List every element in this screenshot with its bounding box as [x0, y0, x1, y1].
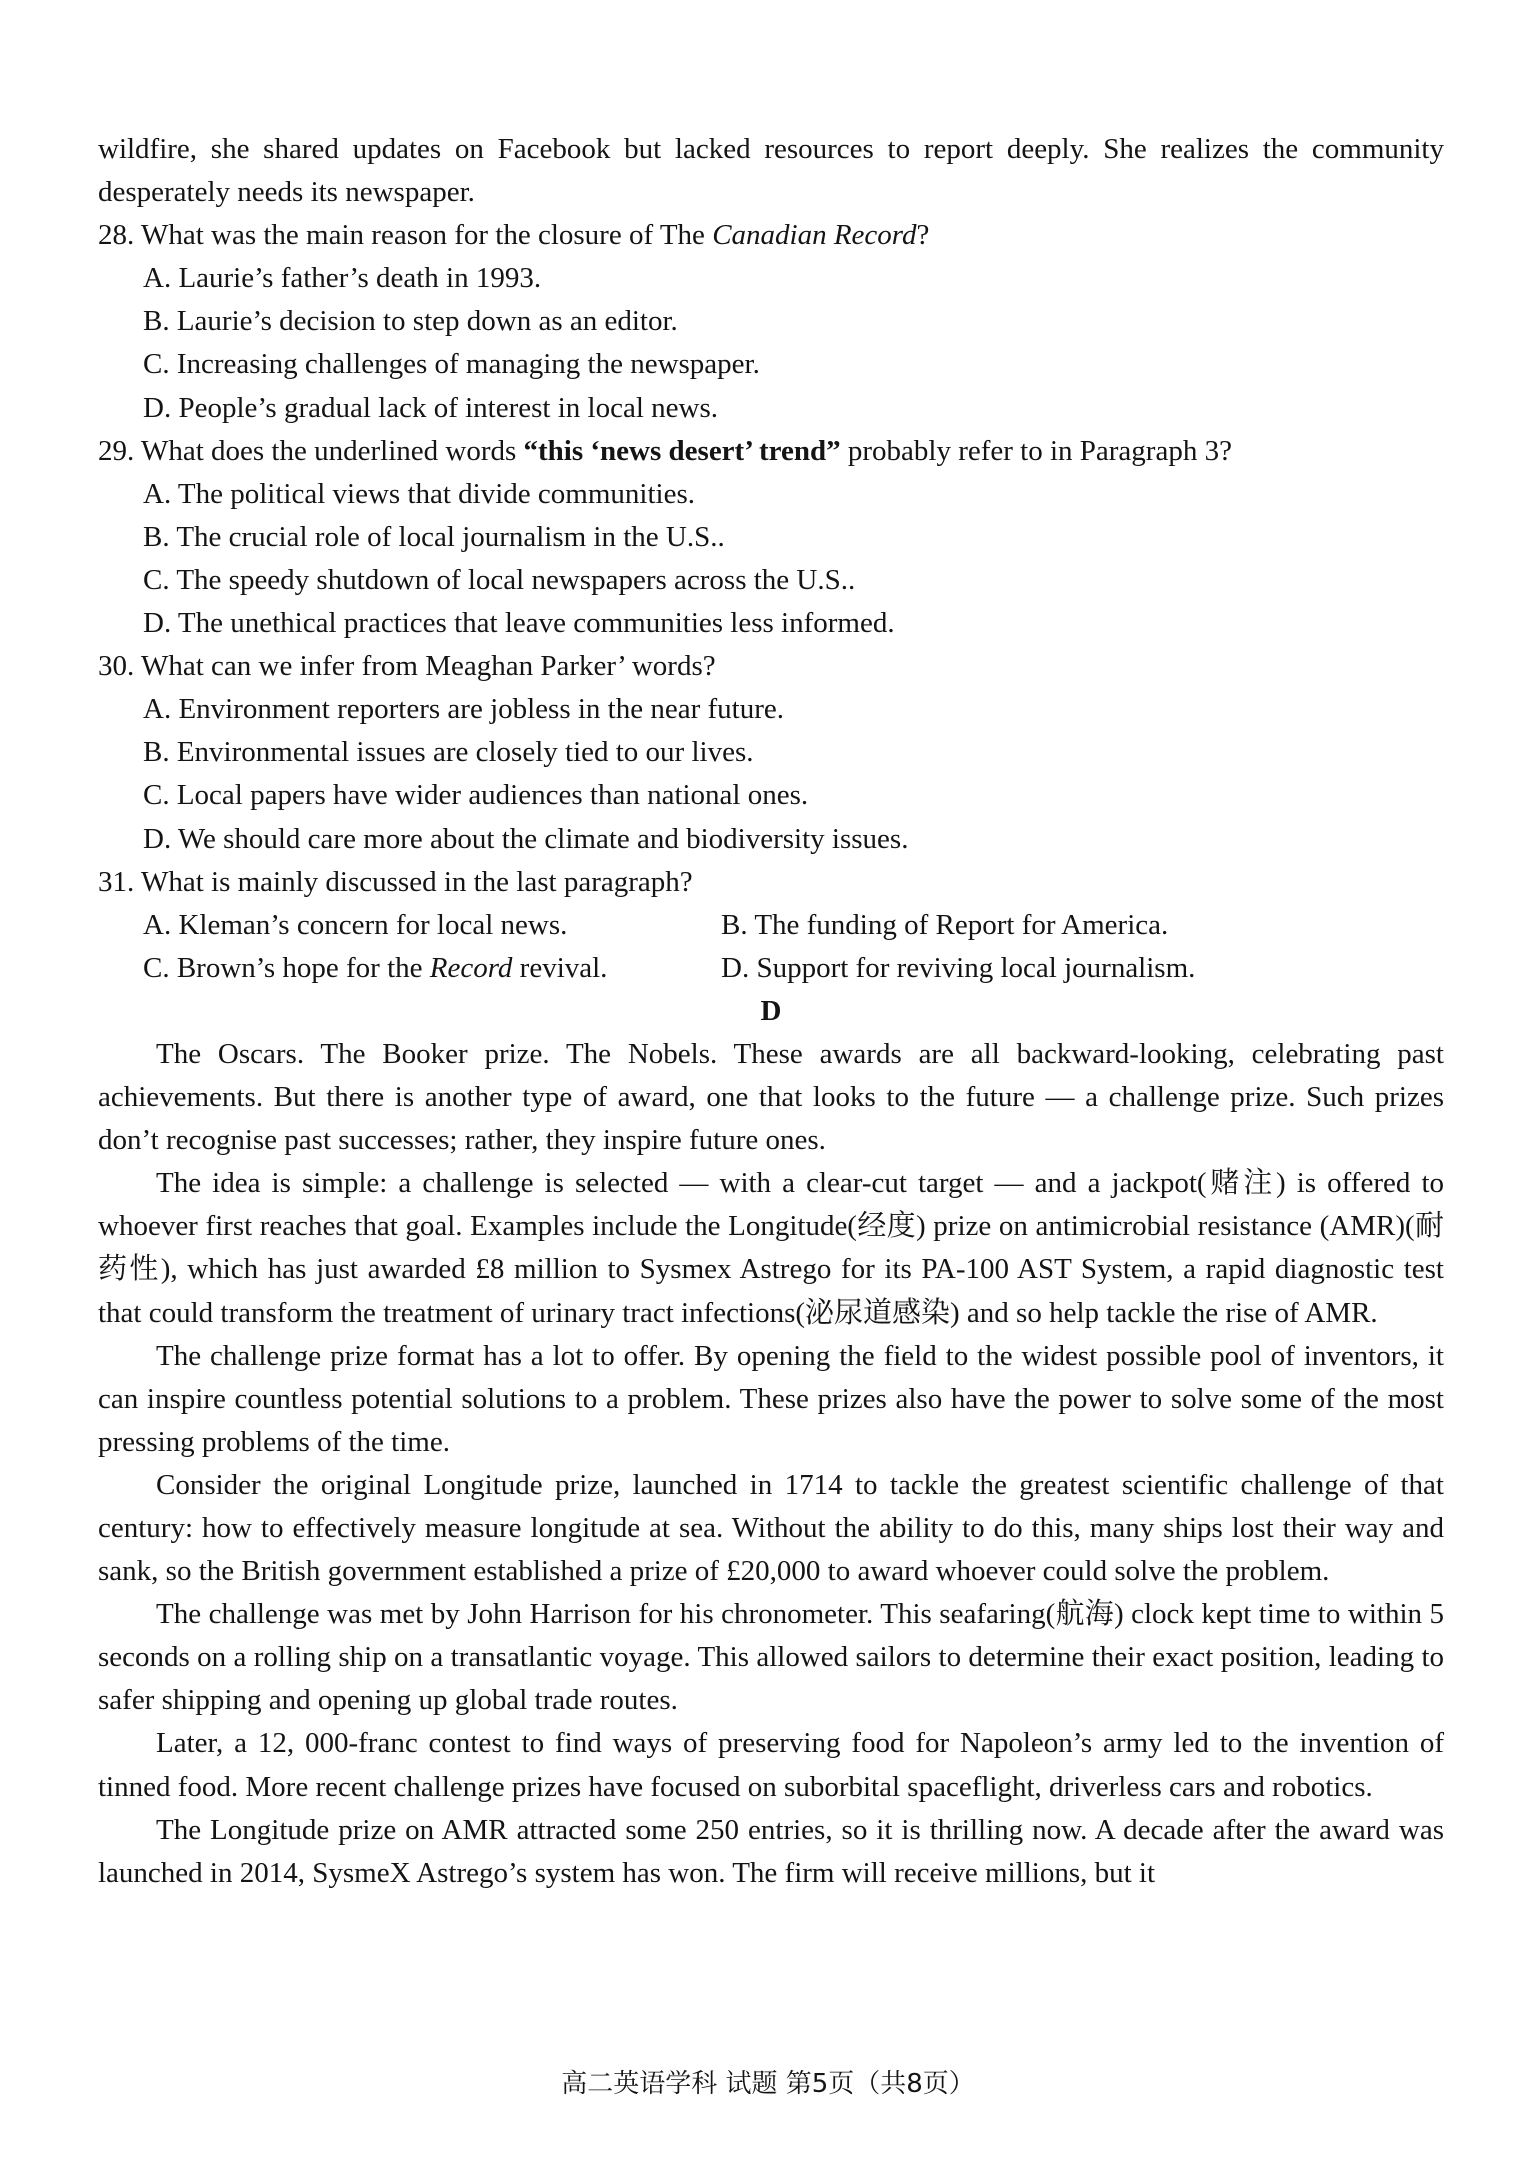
question-30-option-c: C. Local papers have wider audiences than national ones. — [143, 779, 809, 812]
question-30-option-b: B. Environmental issues are closely tied to our lives. — [143, 736, 754, 769]
question-30-stem: 30. What can we infer from Meaghan Parker’ words? — [98, 650, 716, 683]
question-28-stem: 28. What was the main reason for the closure of The Canadian Record? — [98, 219, 930, 252]
question-28-option-a: A. Laurie’s father’s death in 1993. — [143, 262, 542, 295]
question-31-option-b: B. The funding of Report for America. — [721, 908, 1169, 941]
question-31-stem: 31. What is mainly discussed in the last paragraph? — [98, 865, 693, 898]
question-28-option-b: B. Laurie’s decision to step down as an editor. — [143, 305, 678, 338]
page-footer: 高二英语学科 试题 第5页（共8页） — [561, 2069, 975, 2099]
passage-paragraph-1: The Oscars. The Booker prize. The Nobels. These awards are all backward-looking, celebrating past achievements. But there is another type of award, one that looks to the future — a challenge prize. Such prizes don’t recognise past successes; rather, they inspire future ones. — [98, 1037, 1444, 1157]
question-29-option-d: D. The unethical practices that leave communities less informed. — [143, 607, 895, 640]
passage-paragraph-4: Consider the original Longitude prize, launched in 1714 to tackle the greatest scientific challenge of that century: how to effectively measure longitude at sea. Without the ability to do this, many ships lost their way and sank, so the British government established a prize of £20,000 to award whoever could solve the problem. — [98, 1468, 1444, 1588]
question-30-option-d: D. We should care more about the climate and biodiversity issues. — [143, 822, 909, 855]
section-letter-d: D — [760, 994, 782, 1027]
document-page — [98, 128, 1444, 1895]
question-29-option-a: A. The political views that divide communities. — [143, 477, 695, 510]
question-31-options-row-2 — [98, 947, 1444, 990]
intro-paragraph-tail: wildfire, she shared updates on Facebook but lacked resources to report deeply. She realizes the community desperately needs its newspaper. — [98, 133, 1444, 209]
question-31-options-row-1 — [98, 904, 1444, 947]
question-31-option-a: A. Kleman’s concern for local news. — [143, 908, 568, 941]
question-29-option-c: C. The speedy shutdown of local newspapers across the U.S.. — [143, 563, 856, 596]
passage-paragraph-5: The challenge was met by John Harrison for his chronometer. This seafaring(航海) clock kept time to within 5 seconds on a rolling ship on a transatlantic voyage. This allowed sailors to determine their exact position, leading to safer shipping and opening up global trade routes. — [98, 1598, 1444, 1717]
passage-paragraph-6: Later, a 12, 000-franc contest to find ways of preserving food for Napoleon’s army led to the invention of tinned food. More recent challenge prizes have focused on suborbital spaceflight, driverless cars and robotics. — [98, 1727, 1444, 1803]
question-29-stem: 29. What does the underlined words “this ‘news desert’ trend” probably refer to in Paragraph 3? — [98, 434, 1232, 467]
passage-paragraph-3: The challenge prize format has a lot to offer. By opening the field to the widest possible pool of inventors, it can inspire countless potential solutions to a problem. These prizes also have the power to solve some of the most pressing problems of the time. — [98, 1339, 1444, 1458]
question-28-option-c: C. Increasing challenges of managing the newspaper. — [143, 348, 760, 381]
question-31-option-c: C. Brown’s hope for the Record revival. — [143, 951, 608, 984]
passage-paragraph-2: The idea is simple: a challenge is selected — with a clear-cut target — and a jackpot(赌注) is offered to whoever first reaches that goal. Examples include the Longitude(经度) prize on antimicrobial resistance (AMR)(耐药性), which has just awarded £8 million to Sysmex Astrego for its PA-100 AST System, a rapid diagnostic test that could transform the treatment of urinary tract infections(泌尿道感染) and so help tackle the rise of AMR. — [98, 1167, 1444, 1329]
question-28-option-d: D. People’s gradual lack of interest in local news. — [143, 391, 719, 424]
question-30-option-a: A. Environment reporters are jobless in the near future. — [143, 693, 785, 726]
question-29-option-b: B. The crucial role of local journalism in the U.S.. — [143, 520, 725, 553]
passage-paragraph-7: The Longitude prize on AMR attracted some 250 entries, so it is thrilling now. A decade after the award was launched in 2014, SysmeX Astrego’s system has won. The firm will receive millions, but it — [98, 1813, 1444, 1889]
question-31-option-d: D. Support for reviving local journalism. — [721, 951, 1196, 984]
